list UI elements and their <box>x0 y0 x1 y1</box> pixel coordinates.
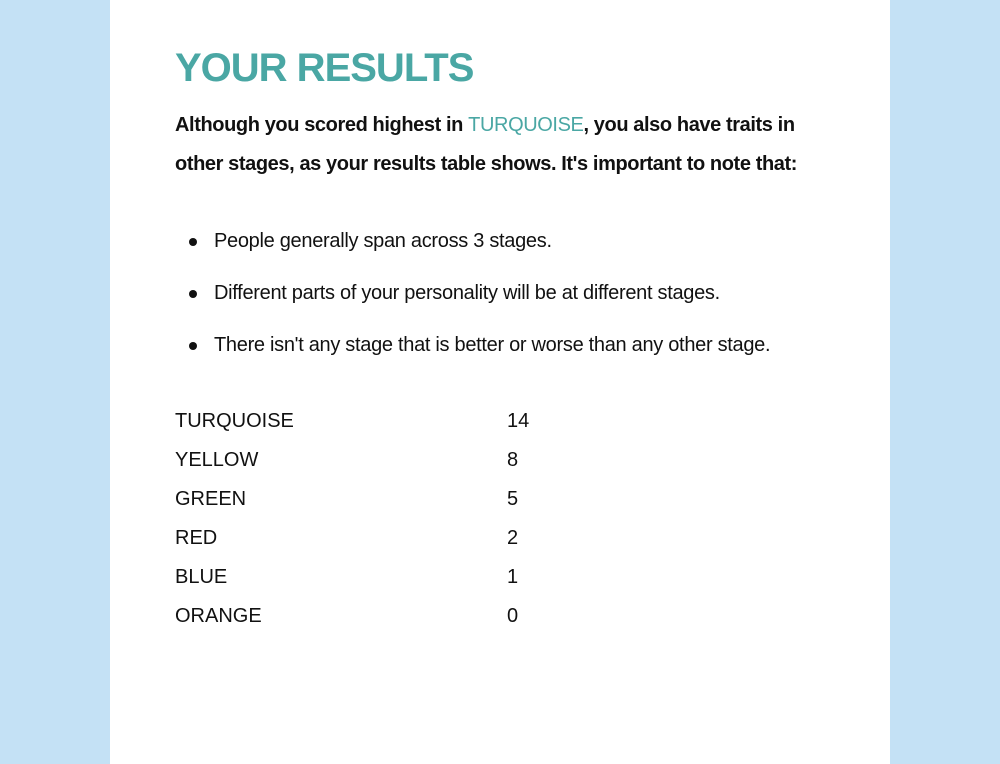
bullet-icon <box>189 290 197 298</box>
list-item <box>175 222 835 261</box>
stage-name: YELLOW <box>175 449 259 471</box>
stage-score: 8 <box>507 449 519 471</box>
stage-score: 5 <box>507 488 519 510</box>
stage-name: BLUE <box>175 566 228 588</box>
stage-score: 0 <box>507 605 519 627</box>
table-row <box>175 597 835 636</box>
page-title: YOUR RESULTS <box>175 46 474 90</box>
stage-score: 2 <box>507 527 519 549</box>
stage-score: 1 <box>507 566 519 588</box>
table-row <box>175 519 835 558</box>
intro-text-after: , you also have traits in other stages, as your results table shows. It's important to note that: <box>175 114 798 175</box>
list-item-text: Different parts of your personality will be at different stages. <box>214 282 720 304</box>
intro-highlight-stage: TURQUOISE <box>468 114 584 136</box>
bullet-icon <box>189 342 197 350</box>
list-item <box>175 274 835 313</box>
notes-list <box>175 222 835 365</box>
stage-name: TURQUOISE <box>175 410 294 432</box>
stage-name: ORANGE <box>175 605 262 627</box>
list-item-text: People generally span across 3 stages. <box>214 230 552 252</box>
table-row <box>175 441 835 480</box>
stage-name: RED <box>175 527 218 549</box>
table-row <box>175 558 835 597</box>
table-row <box>175 480 835 519</box>
stage-name: GREEN <box>175 488 247 510</box>
results-content <box>175 48 835 636</box>
list-item-text: There isn't any stage that is better or worse than any other stage. <box>214 334 771 356</box>
intro-text-before: Although you scored highest in <box>175 114 469 136</box>
list-item <box>175 326 835 365</box>
intro-paragraph <box>175 106 835 184</box>
stage-score: 14 <box>507 410 530 432</box>
results-table <box>175 402 835 636</box>
table-row <box>175 402 835 441</box>
results-page <box>110 0 890 764</box>
bullet-icon <box>189 238 197 246</box>
